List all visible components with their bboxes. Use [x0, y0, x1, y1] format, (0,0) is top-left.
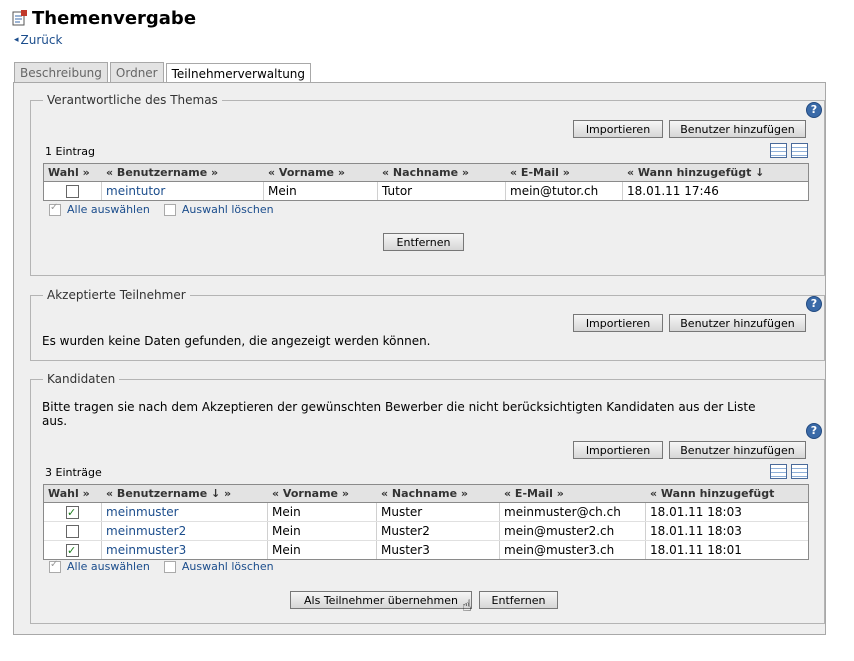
- table-settings-icon[interactable]: [791, 464, 808, 479]
- header-firstname[interactable]: « Vorname »: [268, 166, 345, 179]
- select-all-link[interactable]: Alle auswählen: [67, 203, 150, 216]
- tab-participant-management[interactable]: Teilnehmerverwaltung: [166, 63, 311, 85]
- row-checkbox[interactable]: [66, 544, 79, 557]
- page-title: Themenvergabe: [32, 7, 197, 29]
- table-settings-icon[interactable]: [791, 143, 808, 158]
- username-cell[interactable]: meintutor: [102, 182, 264, 200]
- row-select-cell: [44, 503, 102, 521]
- firstname-cell: Mein: [268, 522, 377, 540]
- lastname-cell: Tutor: [378, 182, 506, 200]
- candidates-add-user-button[interactable]: Benutzer hinzufügen: [669, 441, 806, 459]
- responsible-add-user-button[interactable]: Benutzer hinzufügen: [669, 120, 806, 138]
- username-cell[interactable]: meinmuster3: [102, 541, 268, 559]
- tab-folder[interactable]: Ordner: [110, 62, 164, 83]
- back-arrow-icon: ◂: [14, 35, 19, 45]
- select-all-checkbox-icon: [49, 204, 61, 216]
- candidates-entry-count: 3 Einträge: [45, 466, 102, 479]
- responsible-import-button[interactable]: Importieren: [573, 120, 663, 138]
- select-all-link[interactable]: Alle auswählen: [67, 560, 150, 573]
- clear-selection-link[interactable]: Auswahl löschen: [181, 203, 274, 216]
- candidates-remove-button[interactable]: Entfernen: [479, 591, 558, 609]
- header-select[interactable]: Wahl »: [48, 166, 90, 179]
- header-select[interactable]: Wahl »: [48, 487, 90, 500]
- row-select-cell: [44, 522, 102, 540]
- email-cell: meinmuster@ch.ch: [500, 503, 646, 521]
- clear-selection-link[interactable]: Auswahl löschen: [181, 560, 274, 573]
- candidates-table-header: [44, 485, 808, 503]
- header-firstname[interactable]: « Vorname »: [272, 487, 349, 500]
- back-link[interactable]: [14, 33, 62, 47]
- responsible-table-header: [44, 164, 808, 182]
- accepted-import-button[interactable]: Importieren: [573, 314, 663, 332]
- added-cell: 18.01.11 18:01: [650, 543, 742, 557]
- candidates-instruction-line2: aus.: [42, 414, 68, 428]
- candidates-table: [43, 484, 809, 560]
- row-select-cell: [44, 182, 102, 200]
- column-select-icon[interactable]: [770, 464, 787, 479]
- table-row: [44, 182, 808, 200]
- added-cell: 18.01.11 18:03: [650, 524, 742, 538]
- firstname-cell: Mein: [268, 503, 377, 521]
- tab-description[interactable]: Beschreibung: [14, 62, 108, 83]
- responsible-help-icon[interactable]: ?: [806, 102, 822, 118]
- header-lastname[interactable]: « Nachname »: [381, 487, 469, 500]
- added-cell: 18.01.11 17:46: [627, 184, 719, 198]
- table-row: [44, 522, 808, 541]
- row-checkbox[interactable]: [66, 185, 79, 198]
- table-row: [44, 541, 808, 559]
- email-cell: mein@muster2.ch: [500, 522, 646, 540]
- hand-cursor-icon: ☝: [462, 596, 472, 615]
- accepted-help-icon[interactable]: ?: [806, 296, 822, 312]
- username-cell[interactable]: meinmuster2: [102, 522, 268, 540]
- header-username[interactable]: « Benutzername »: [106, 166, 219, 179]
- header-email[interactable]: « E-Mail »: [510, 166, 570, 179]
- header-username[interactable]: « Benutzername ↓ »: [106, 487, 232, 500]
- lastname-cell: Muster2: [377, 522, 500, 540]
- accept-as-participant-button[interactable]: Als Teilnehmer übernehmen: [290, 591, 472, 609]
- header-added[interactable]: « Wann hinzugefügt ↓: [627, 166, 765, 179]
- candidates-instruction-line1: Bitte tragen sie nach dem Akzeptieren der gewünschten Bewerber die nicht berücksichtigten Kandidaten aus der Liste: [42, 400, 756, 414]
- clear-selection-checkbox-icon: [164, 561, 176, 573]
- accepted-add-user-button[interactable]: Benutzer hinzufügen: [669, 314, 806, 332]
- candidates-import-button[interactable]: Importieren: [573, 441, 663, 459]
- accepted-legend: Akzeptierte Teilnehmer: [47, 288, 186, 302]
- firstname-cell: Mein: [264, 182, 378, 200]
- responsible-remove-button[interactable]: Entfernen: [383, 233, 464, 251]
- column-select-icon[interactable]: [770, 143, 787, 158]
- back-label: Zurück: [20, 33, 63, 47]
- page-header: [12, 6, 196, 30]
- lastname-cell: Muster: [377, 503, 500, 521]
- select-all-checkbox-icon: [49, 561, 61, 573]
- email-cell: mein@tutor.ch: [506, 182, 623, 200]
- tab-bar: [14, 62, 313, 83]
- header-lastname[interactable]: « Nachname »: [382, 166, 470, 179]
- responsible-selection-controls: [49, 203, 274, 216]
- candidates-help-icon[interactable]: ?: [806, 423, 822, 439]
- row-checkbox[interactable]: [66, 506, 79, 519]
- header-email[interactable]: « E-Mail »: [504, 487, 564, 500]
- candidates-legend: Kandidaten: [47, 372, 116, 386]
- username-cell[interactable]: meinmuster: [102, 503, 268, 521]
- email-cell: mein@muster3.ch: [500, 541, 646, 559]
- lastname-cell: Muster3: [377, 541, 500, 559]
- responsible-legend: Verantwortliche des Themas: [47, 93, 218, 107]
- row-select-cell: [44, 541, 102, 559]
- topic-assignment-icon: [12, 10, 28, 26]
- responsible-table: [43, 163, 809, 201]
- clear-selection-checkbox-icon: [164, 204, 176, 216]
- table-row: [44, 503, 808, 522]
- added-cell: 18.01.11 18:03: [650, 505, 742, 519]
- row-checkbox[interactable]: [66, 525, 79, 538]
- tab-panel: [13, 82, 826, 635]
- firstname-cell: Mein: [268, 541, 377, 559]
- header-added[interactable]: « Wann hinzugefügt: [650, 487, 775, 500]
- accepted-empty-message: Es wurden keine Daten gefunden, die angezeigt werden können.: [42, 334, 431, 348]
- candidates-selection-controls: [49, 560, 274, 573]
- responsible-entry-count: 1 Eintrag: [45, 145, 96, 158]
